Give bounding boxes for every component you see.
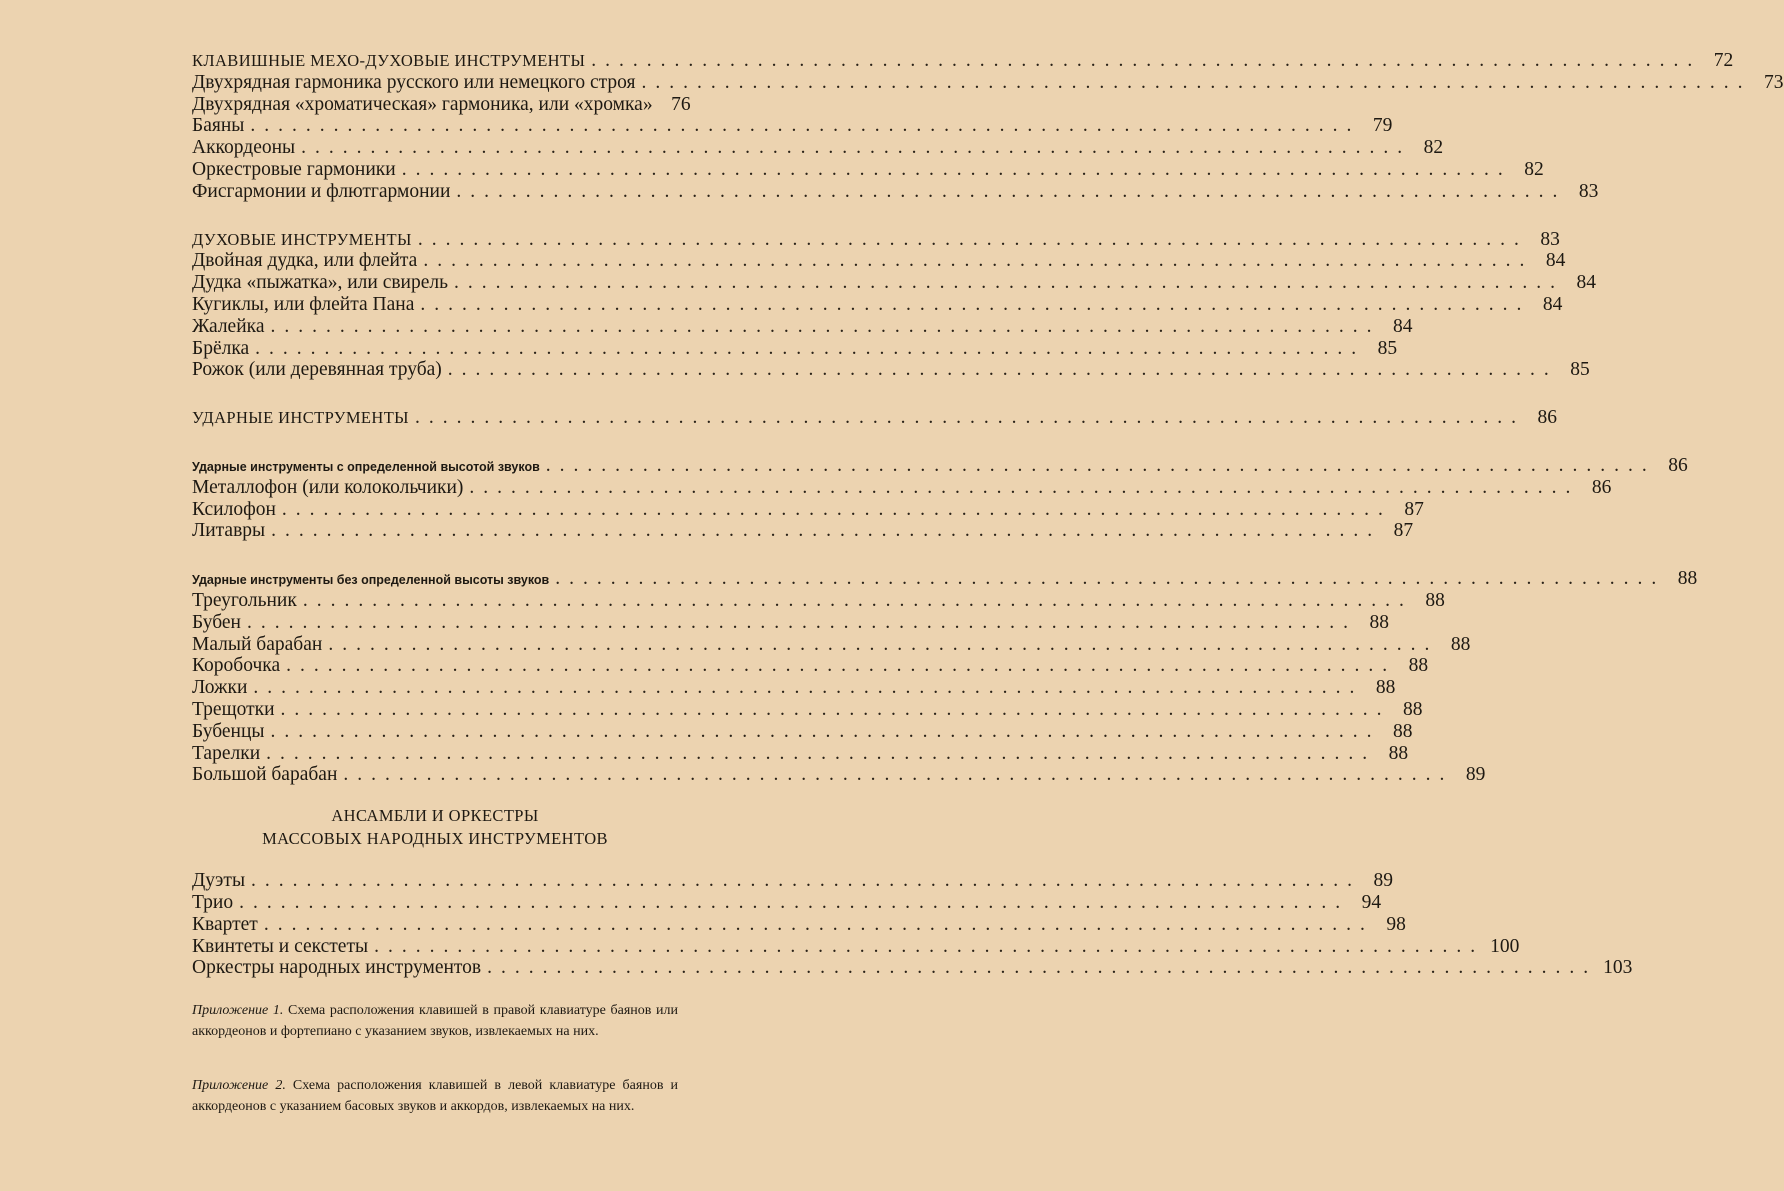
- entry-title: Бубенцы: [192, 720, 265, 742]
- toc-entry: [192, 476, 1612, 499]
- dot-leader: ................................................................................: [246, 611, 1357, 633]
- page-number: 88: [1369, 611, 1389, 633]
- spacer: [192, 429, 678, 455]
- entry-title: Треугольник: [192, 589, 297, 611]
- toc-entry: [192, 498, 1424, 521]
- appendix-label: Приложение 1.: [192, 1003, 284, 1018]
- dot-leader: ................................................................................: [641, 71, 1752, 93]
- page-number: 94: [1361, 891, 1382, 913]
- entry-title: Дудка «пыжатка», или свирель: [192, 272, 449, 294]
- toc-entry: [192, 272, 1597, 294]
- entry-title: Ксилофон: [192, 498, 276, 520]
- ensembles-heading: [192, 804, 678, 850]
- page-number: 83: [1540, 228, 1560, 250]
- appendix-text: Схема расположения клавишей в левой клавиатуре баянов и аккордеонов с указанием басовых звуков и аккордов, извлекаемых на них.: [192, 1078, 679, 1114]
- table-of-contents: [192, 50, 1784, 979]
- toc-entry: [192, 633, 1471, 656]
- toc-entry: [192, 611, 1389, 634]
- page-number: 84: [1576, 272, 1597, 294]
- toc-entry: [192, 158, 1544, 181]
- page-number: 86: [1591, 476, 1612, 498]
- page-number: 100: [1490, 935, 1520, 957]
- entry-title: Двухрядная «хроматическая» гармоника, или «хромка»: [192, 93, 653, 115]
- entry-title: Дуэты: [192, 870, 246, 892]
- toc-entry: [192, 677, 1396, 699]
- toc-entry: [192, 870, 1394, 892]
- appendix-2: [192, 1075, 678, 1117]
- page-number: 82: [1524, 158, 1544, 180]
- toc-entry: [192, 655, 1429, 677]
- entry-title: Ложки: [192, 677, 248, 699]
- spacer: [192, 203, 678, 229]
- dot-leader: ................................................................................: [250, 115, 1361, 137]
- entry-title: Металлофон (или колокольчики): [192, 476, 464, 498]
- toc-entry: [192, 115, 1393, 137]
- ensembles-heading-line1: АНСАМБЛИ И ОРКЕСТРЫ: [331, 806, 539, 826]
- entry-title: Бубен: [192, 611, 241, 633]
- page-number: 86: [1537, 407, 1557, 429]
- page-number: 88: [1388, 742, 1409, 764]
- page-number: 85: [1570, 359, 1590, 381]
- page-number: 84: [1392, 315, 1413, 337]
- entry-title: Оркестры народных инструментов: [192, 957, 482, 979]
- entry-title: Кугиклы, или флейта Пана: [192, 293, 415, 315]
- dot-leader: ................................................................................: [281, 498, 1392, 520]
- appendix-text: Схема расположения клавишей в правой клавиатуре баянов или аккордеонов и фортепиано с указанием звуков, извлекаемых на них.: [192, 1003, 679, 1039]
- page-number: 73: [1764, 71, 1784, 93]
- section-heading-row: [192, 407, 1557, 429]
- entry-title: Аккордеоны: [192, 137, 296, 159]
- dot-leader: ................................................................................: [251, 870, 1362, 892]
- appendix-label: Приложение 2.: [192, 1078, 286, 1093]
- toc-entry: [192, 720, 1413, 743]
- toc-entry: [192, 315, 1413, 338]
- page-number: 88: [1450, 633, 1471, 655]
- page-number: 88: [1425, 589, 1445, 611]
- dot-leader: ................................................................................: [253, 677, 1364, 699]
- entry-title: Большой барабан: [192, 764, 338, 786]
- page-number: 88: [1677, 568, 1698, 590]
- page-number: 103: [1603, 957, 1633, 979]
- dot-leader: ................................................................................: [263, 913, 1374, 935]
- page-number: 88: [1408, 655, 1429, 677]
- toc-entry: [192, 957, 1633, 979]
- section-heading-row: [192, 50, 1734, 72]
- page-number: 88: [1375, 677, 1396, 699]
- toc-entry: [192, 742, 1409, 765]
- entry-title: Двухрядная гармоника русского или немецкого строя: [192, 71, 636, 93]
- dot-leader: ................................................................................: [302, 589, 1413, 611]
- toc-entry: [192, 935, 1520, 958]
- dot-leader: ................................................................................: [545, 454, 1656, 476]
- page-number: 89: [1465, 764, 1486, 786]
- entry-title: Малый барабан: [192, 633, 323, 655]
- ensembles-list: [192, 870, 1633, 979]
- page-number: 72: [1713, 50, 1734, 71]
- page-number: 83: [1578, 180, 1599, 202]
- toc-entry: [192, 93, 691, 116]
- dot-leader: ................................................................................: [301, 137, 1412, 159]
- toc-entry: [192, 137, 1444, 159]
- toc-entry: [192, 698, 1423, 721]
- page-number: 82: [1423, 137, 1444, 159]
- page-number: 88: [1403, 698, 1423, 720]
- dot-leader: ................................................................................: [423, 250, 1534, 272]
- dot-leader: ................................................................................: [487, 957, 1598, 979]
- page-number: 84: [1545, 250, 1566, 272]
- entry-title: Баяны: [192, 115, 245, 137]
- dot-leader: ................................................................................: [271, 520, 1382, 542]
- page-number: 87: [1393, 520, 1414, 542]
- entry-title: Фисгармонии и флютгармонии: [192, 180, 451, 202]
- entry-title: Брёлка: [192, 337, 250, 359]
- dot-leader: ................................................................................: [280, 698, 1391, 720]
- entry-title: Коробочка: [192, 655, 281, 677]
- toc-entry: [192, 180, 1599, 203]
- entry-title: Оркестровые гармоники: [192, 158, 396, 180]
- dot-leader: ................................................................................: [270, 315, 1381, 337]
- dot-leader: ................................................................................: [270, 720, 1381, 742]
- appendix-1: [192, 1000, 678, 1042]
- entry-title: Ударные инструменты с определенной высотой звуков: [192, 459, 540, 474]
- entry-title: Ударные инструменты без определенной высоты звуков: [192, 573, 550, 588]
- toc-entry: [192, 250, 1566, 272]
- toc-sections: [192, 50, 1784, 786]
- spacer: [192, 542, 678, 568]
- dot-leader: ................................................................................: [414, 407, 1525, 429]
- entry-title: Жалейка: [192, 315, 265, 337]
- toc-entry: [192, 71, 1784, 94]
- toc-entry: [192, 337, 1398, 360]
- page-number: 86: [1668, 454, 1688, 476]
- toc-entry: [192, 764, 1486, 786]
- page-number: 79: [1372, 115, 1393, 137]
- dot-leader: ................................................................................: [266, 742, 1377, 764]
- dot-leader: ................................................................................: [374, 935, 1485, 957]
- dot-leader: ................................................................................: [420, 293, 1531, 315]
- entry-title: Трио: [192, 891, 234, 913]
- page-number: 98: [1386, 913, 1406, 935]
- toc-entry: [192, 913, 1406, 936]
- entry-title: Двойная дудка, или флейта: [192, 250, 418, 272]
- page-number: 87: [1404, 498, 1424, 520]
- entry-title: УДАРНЫЕ ИНСТРУМЕНТЫ: [192, 408, 409, 428]
- dot-leader: ................................................................................: [555, 568, 1666, 590]
- dot-leader: ................................................................................: [469, 476, 1580, 498]
- spacer: [192, 381, 678, 407]
- dot-leader: ................................................................................: [591, 50, 1702, 71]
- entry-title: Литавры: [192, 520, 266, 542]
- page-number: 88: [1393, 720, 1413, 742]
- entry-title: Рожок (или деревянная труба): [192, 359, 442, 381]
- page-number: 76: [671, 93, 691, 115]
- dot-leader: ................................................................................: [401, 158, 1512, 180]
- subsection-heading-row: [192, 454, 1688, 477]
- section-heading-row: [192, 228, 1560, 251]
- dot-leader: ................................................................................: [286, 655, 1397, 677]
- dot-leader: ................................................................................: [255, 337, 1366, 359]
- toc-entry: [192, 589, 1445, 612]
- toc-entry: [192, 891, 1382, 914]
- dot-leader: ................................................................................: [417, 228, 1528, 250]
- entry-title: Трещотки: [192, 698, 275, 720]
- page-number: 89: [1373, 870, 1394, 892]
- subsection-heading-row: [192, 568, 1698, 590]
- toc-entry: [192, 359, 1590, 381]
- page-number: 85: [1377, 337, 1398, 359]
- dot-leader: ................................................................................: [328, 633, 1439, 655]
- ensembles-heading-line2: МАССОВЫХ НАРОДНЫХ ИНСТРУМЕНТОВ: [262, 829, 608, 849]
- entry-title: Квартет: [192, 913, 258, 935]
- dot-leader: ................................................................................: [454, 272, 1565, 294]
- dot-leader: ................................................................................: [456, 180, 1567, 202]
- dot-leader: ................................................................................: [239, 891, 1350, 913]
- toc-entry: [192, 293, 1563, 316]
- entry-title: Тарелки: [192, 742, 261, 764]
- entry-title: ДУХОВЫЕ ИНСТРУМЕНТЫ: [192, 229, 412, 249]
- dot-leader: ................................................................................: [343, 764, 1454, 786]
- dot-leader: ................................................................................: [447, 359, 1558, 381]
- entry-title: КЛАВИШНЫЕ МЕХО-ДУХОВЫЕ ИНСТРУМЕНТЫ: [192, 51, 586, 70]
- entry-title: Квинтеты и секстеты: [192, 935, 369, 957]
- toc-entry: [192, 520, 1414, 542]
- page-number: 84: [1542, 293, 1563, 315]
